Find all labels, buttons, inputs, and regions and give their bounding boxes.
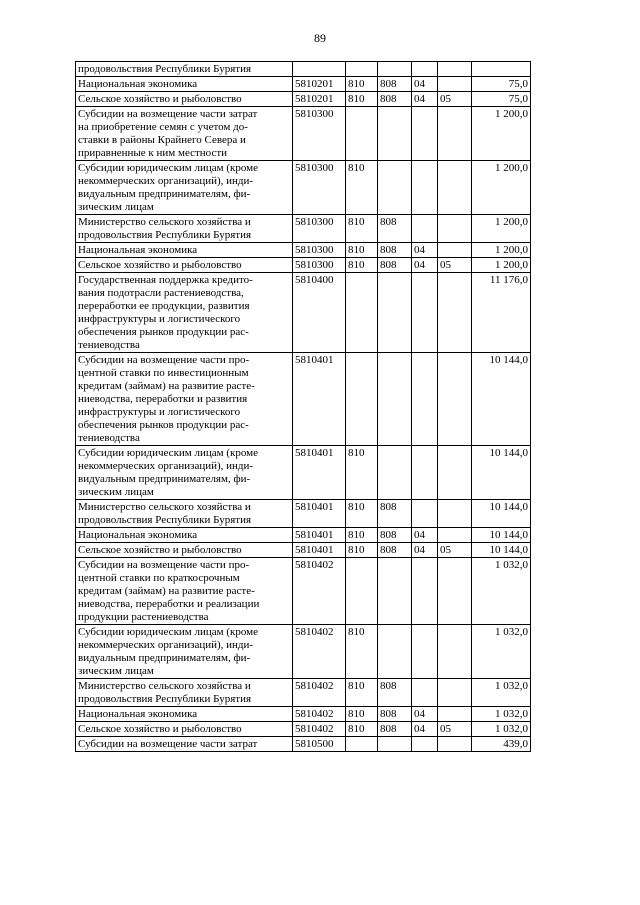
- row-name-cell: Субсидии на возмещение части затрат на приобретение семян с учетом до- ставки в районы Крайнего Севера и приравненные к ним местности: [76, 107, 293, 161]
- table-row: [76, 77, 531, 92]
- expense-type-cell: 810: [346, 625, 378, 679]
- target-article-cell: 5810401: [293, 353, 346, 446]
- section-cell: 04: [412, 77, 438, 92]
- subsection-cell: [438, 107, 472, 161]
- table-row: [76, 737, 531, 752]
- subsection-cell: [438, 625, 472, 679]
- ministry-code-cell: 808: [378, 92, 412, 107]
- amount-cell: 10 144,0: [472, 446, 531, 500]
- row-name-cell: Государственная поддержка кредито- вания подотрасли растениеводства, переработки ее продукции, развития инфраструктуры и логистического обеспечения рынков продукции рас- тениеводства: [76, 273, 293, 353]
- expense-type-cell: 810: [346, 500, 378, 528]
- target-article-cell: 5810402: [293, 679, 346, 707]
- table-row: [76, 722, 531, 737]
- expense-type-cell: 810: [346, 161, 378, 215]
- section-cell: [412, 107, 438, 161]
- amount-cell: 1 200,0: [472, 258, 531, 273]
- row-name-cell: Национальная экономика: [76, 707, 293, 722]
- subsection-cell: [438, 243, 472, 258]
- table-row: [76, 500, 531, 528]
- expense-type-cell: [346, 558, 378, 625]
- amount-cell: 1 200,0: [472, 215, 531, 243]
- expense-type-cell: 810: [346, 543, 378, 558]
- expense-type-cell: [346, 273, 378, 353]
- expense-type-cell: [346, 62, 378, 77]
- table-row: [76, 679, 531, 707]
- subsection-cell: [438, 737, 472, 752]
- section-cell: [412, 353, 438, 446]
- section-cell: [412, 737, 438, 752]
- table-row: [76, 707, 531, 722]
- section-cell: [412, 679, 438, 707]
- section-cell: [412, 62, 438, 77]
- ministry-code-cell: 808: [378, 215, 412, 243]
- expense-type-cell: 810: [346, 258, 378, 273]
- expense-type-cell: 810: [346, 722, 378, 737]
- row-name-cell: Сельское хозяйство и рыболовство: [76, 92, 293, 107]
- table-row: [76, 558, 531, 625]
- row-name-cell: Министерство сельского хозяйства и продовольствия Республики Бурятия: [76, 679, 293, 707]
- expense-type-cell: 810: [346, 77, 378, 92]
- expense-type-cell: [346, 737, 378, 752]
- ministry-code-cell: 808: [378, 679, 412, 707]
- section-cell: 04: [412, 543, 438, 558]
- amount-cell: 10 144,0: [472, 528, 531, 543]
- amount-cell: 11 176,0: [472, 273, 531, 353]
- row-name-cell: Министерство сельского хозяйства и продовольствия Республики Бурятия: [76, 215, 293, 243]
- row-name-cell: Субсидии юридическим лицам (кроме некоммерческих организаций), инди- видуальным предпринимателям, фи- зическим лицам: [76, 161, 293, 215]
- subsection-cell: [438, 528, 472, 543]
- row-name-cell: Национальная экономика: [76, 243, 293, 258]
- expense-type-cell: [346, 353, 378, 446]
- ministry-code-cell: [378, 161, 412, 215]
- amount-cell: 1 200,0: [472, 243, 531, 258]
- ministry-code-cell: 808: [378, 500, 412, 528]
- target-article-cell: [293, 62, 346, 77]
- amount-cell: 1 032,0: [472, 679, 531, 707]
- section-cell: [412, 625, 438, 679]
- amount-cell: 1 032,0: [472, 558, 531, 625]
- expense-type-cell: [346, 107, 378, 161]
- ministry-code-cell: 808: [378, 543, 412, 558]
- row-name-cell: Национальная экономика: [76, 77, 293, 92]
- section-cell: 04: [412, 707, 438, 722]
- subsection-cell: 05: [438, 258, 472, 273]
- expense-type-cell: 810: [346, 215, 378, 243]
- amount-cell: 10 144,0: [472, 353, 531, 446]
- section-cell: [412, 161, 438, 215]
- table-row: [76, 543, 531, 558]
- ministry-code-cell: [378, 737, 412, 752]
- subsection-cell: [438, 215, 472, 243]
- table-row: [76, 62, 531, 77]
- budget-table-body: [76, 62, 531, 752]
- ministry-code-cell: 808: [378, 243, 412, 258]
- subsection-cell: [438, 62, 472, 77]
- amount-cell: 10 144,0: [472, 500, 531, 528]
- target-article-cell: 5810300: [293, 258, 346, 273]
- subsection-cell: [438, 707, 472, 722]
- table-row: [76, 446, 531, 500]
- ministry-code-cell: [378, 558, 412, 625]
- table-row: [76, 107, 531, 161]
- row-name-cell: Министерство сельского хозяйства и продовольствия Республики Бурятия: [76, 500, 293, 528]
- target-article-cell: 5810401: [293, 500, 346, 528]
- subsection-cell: [438, 500, 472, 528]
- target-article-cell: 5810201: [293, 77, 346, 92]
- target-article-cell: 5810401: [293, 446, 346, 500]
- ministry-code-cell: 808: [378, 77, 412, 92]
- amount-cell: 1 200,0: [472, 107, 531, 161]
- table-row: [76, 273, 531, 353]
- section-cell: 04: [412, 722, 438, 737]
- expense-type-cell: 810: [346, 446, 378, 500]
- expense-type-cell: 810: [346, 92, 378, 107]
- subsection-cell: 05: [438, 722, 472, 737]
- page-number: 89: [314, 31, 326, 45]
- section-cell: 04: [412, 243, 438, 258]
- ministry-code-cell: [378, 107, 412, 161]
- ministry-code-cell: 808: [378, 707, 412, 722]
- subsection-cell: 05: [438, 92, 472, 107]
- budget-table: [75, 61, 531, 752]
- target-article-cell: 5810402: [293, 707, 346, 722]
- table-row: [76, 161, 531, 215]
- section-cell: 04: [412, 258, 438, 273]
- row-name-cell: Субсидии юридическим лицам (кроме некоммерческих организаций), инди- видуальным предпринимателям, фи- зическим лицам: [76, 446, 293, 500]
- section-cell: 04: [412, 528, 438, 543]
- target-article-cell: 5810401: [293, 543, 346, 558]
- table-row: [76, 528, 531, 543]
- expense-type-cell: 810: [346, 243, 378, 258]
- amount-cell: 439,0: [472, 737, 531, 752]
- amount-cell: 1 032,0: [472, 707, 531, 722]
- row-name-cell: Субсидии на возмещение части про- центной ставки по краткосрочным кредитам (займам) на развитие расте- ниеводства, переработки и реализации продукции растениеводства: [76, 558, 293, 625]
- table-row: [76, 92, 531, 107]
- ministry-code-cell: [378, 446, 412, 500]
- ministry-code-cell: 808: [378, 722, 412, 737]
- target-article-cell: 5810400: [293, 273, 346, 353]
- ministry-code-cell: 808: [378, 258, 412, 273]
- expense-type-cell: 810: [346, 707, 378, 722]
- row-name-cell: Субсидии юридическим лицам (кроме некоммерческих организаций), инди- видуальным предпринимателям, фи- зическим лицам: [76, 625, 293, 679]
- target-article-cell: 5810300: [293, 107, 346, 161]
- row-name-cell: Сельское хозяйство и рыболовство: [76, 258, 293, 273]
- ministry-code-cell: [378, 273, 412, 353]
- subsection-cell: [438, 77, 472, 92]
- table-row: [76, 243, 531, 258]
- row-name-cell: Сельское хозяйство и рыболовство: [76, 722, 293, 737]
- amount-cell: 1 032,0: [472, 722, 531, 737]
- amount-cell: 1 032,0: [472, 625, 531, 679]
- target-article-cell: 5810402: [293, 722, 346, 737]
- target-article-cell: 5810300: [293, 243, 346, 258]
- section-cell: [412, 446, 438, 500]
- expense-type-cell: 810: [346, 679, 378, 707]
- subsection-cell: [438, 446, 472, 500]
- table-row: [76, 625, 531, 679]
- table-row: [76, 258, 531, 273]
- expense-type-cell: 810: [346, 528, 378, 543]
- subsection-cell: [438, 679, 472, 707]
- section-cell: [412, 215, 438, 243]
- row-name-cell: Субсидии на возмещение части про- центной ставки по инвестиционным кредитам (займам) на развитие расте- ниеводства, переработки и развития инфраструктуры и логистического обеспечения рынков продукции рас- тениеводства: [76, 353, 293, 446]
- amount-cell: 10 144,0: [472, 543, 531, 558]
- amount-cell: 1 200,0: [472, 161, 531, 215]
- ministry-code-cell: 808: [378, 528, 412, 543]
- table-row: [76, 353, 531, 446]
- ministry-code-cell: [378, 625, 412, 679]
- amount-cell: 75,0: [472, 77, 531, 92]
- subsection-cell: [438, 161, 472, 215]
- row-name-cell: продовольствия Республики Бурятия: [76, 62, 293, 77]
- target-article-cell: 5810402: [293, 558, 346, 625]
- ministry-code-cell: [378, 62, 412, 77]
- row-name-cell: Национальная экономика: [76, 528, 293, 543]
- row-name-cell: Сельское хозяйство и рыболовство: [76, 543, 293, 558]
- target-article-cell: 5810500: [293, 737, 346, 752]
- amount-cell: [472, 62, 531, 77]
- row-name-cell: Субсидии на возмещение части затрат: [76, 737, 293, 752]
- section-cell: [412, 273, 438, 353]
- ministry-code-cell: [378, 353, 412, 446]
- subsection-cell: 05: [438, 543, 472, 558]
- subsection-cell: [438, 273, 472, 353]
- target-article-cell: 5810401: [293, 528, 346, 543]
- section-cell: 04: [412, 92, 438, 107]
- section-cell: [412, 500, 438, 528]
- section-cell: [412, 558, 438, 625]
- target-article-cell: 5810300: [293, 161, 346, 215]
- subsection-cell: [438, 558, 472, 625]
- amount-cell: 75,0: [472, 92, 531, 107]
- target-article-cell: 5810402: [293, 625, 346, 679]
- table-row: [76, 215, 531, 243]
- target-article-cell: 5810201: [293, 92, 346, 107]
- target-article-cell: 5810300: [293, 215, 346, 243]
- subsection-cell: [438, 353, 472, 446]
